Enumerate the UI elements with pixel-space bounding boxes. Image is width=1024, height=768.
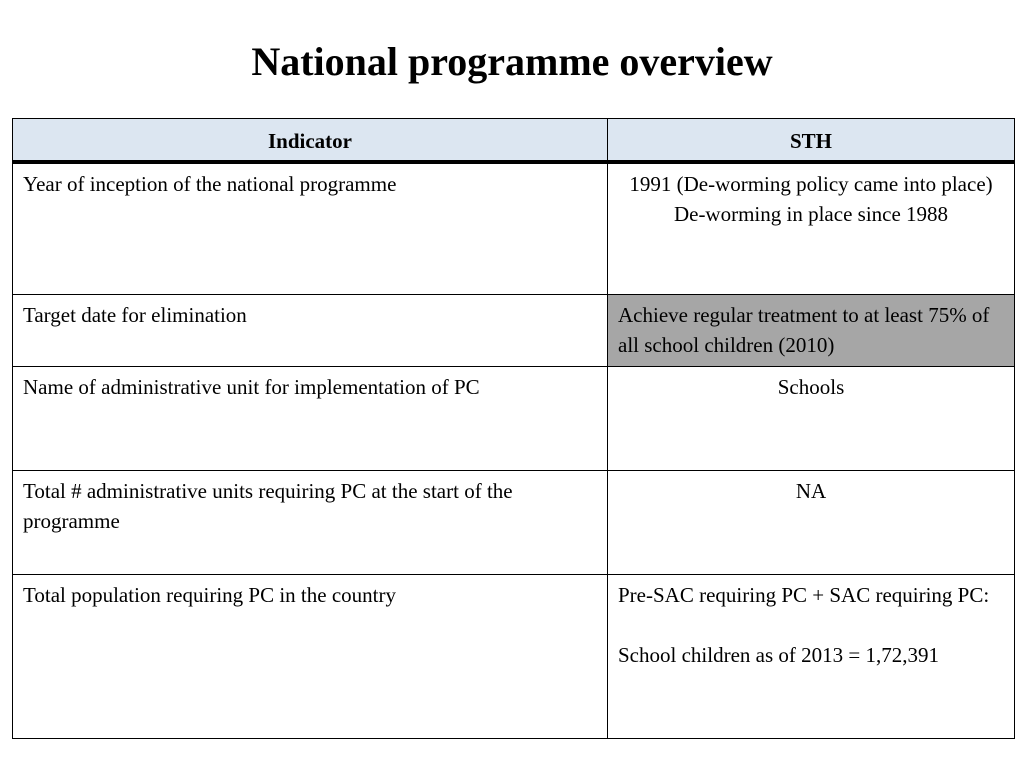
table-row bbox=[13, 367, 1015, 471]
sth-cell-highlighted: Achieve regular treatment to at least 75% of all school children (2010) bbox=[608, 295, 1015, 367]
sth-cell-line: De-worming in place since 1988 bbox=[673, 202, 949, 226]
table-header-row bbox=[13, 119, 1015, 163]
sth-cell bbox=[608, 162, 1015, 295]
programme-overview-table bbox=[12, 118, 1015, 739]
indicator-cell: Total population requiring PC in the country bbox=[13, 575, 608, 739]
sth-cell-line: Pre-SAC requiring PC + SAC requiring PC: bbox=[618, 583, 990, 607]
header-sth: STH bbox=[608, 119, 1015, 163]
table-row bbox=[13, 162, 1015, 295]
indicator-cell: Year of inception of the national programme bbox=[13, 162, 608, 295]
indicator-cell: Target date for elimination bbox=[13, 295, 608, 367]
sth-cell-line: 1991 (De-worming policy came into place) bbox=[629, 172, 993, 196]
page-title: National programme overview bbox=[251, 39, 773, 84]
table-row bbox=[13, 471, 1015, 575]
header-indicator: Indicator bbox=[13, 119, 608, 163]
paragraph-gap bbox=[618, 610, 1004, 640]
table-row bbox=[13, 295, 1015, 367]
indicator-cell: Name of administrative unit for implementation of PC bbox=[13, 367, 608, 471]
sth-cell bbox=[608, 575, 1015, 739]
indicator-cell: Total # administrative units requiring PC at the start of the programme bbox=[13, 471, 608, 575]
sth-cell-line: School children as of 2013 = 1,72,391 bbox=[618, 643, 939, 667]
sth-cell: NA bbox=[608, 471, 1015, 575]
sth-cell: Schools bbox=[608, 367, 1015, 471]
table-row bbox=[13, 575, 1015, 739]
